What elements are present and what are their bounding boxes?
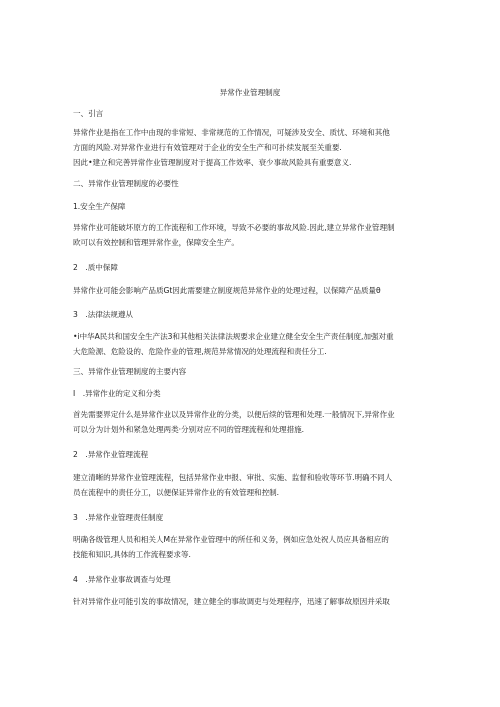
paragraph-line: 大危险源、危险设的、危险作业的管理,规范异常情况的处理流程和责任分工. (73, 347, 327, 356)
paragraph-line: •i中华A民共和国安全生产法3和其他相关法律法规要求企业建立健全安全生产责任制度,加强对重 (73, 332, 394, 341)
paragraph-line: 异常作业可能会影响产品质Gt因此需要建立制度规范异常作业的处理过程，以保障产品质量θ (73, 286, 381, 295)
paragraph-line: 技能和知识,具体的工作流程要求等. (73, 550, 191, 559)
subheading-investigation: 4 .异常作业事故调查与处理 (73, 575, 171, 584)
subheading-responsibility: 3 .异常作业管理责任制度 (73, 513, 164, 522)
subheading-safety: 1.安全生产保障 (73, 202, 126, 211)
paragraph-line: 可以分为计划外和紧急处理两类·分别对应不同的管理流程和处理措施. (73, 425, 305, 434)
section-heading-necessity: 二、异常作业管理制度的必要性 (73, 179, 179, 188)
subheading-process: 2 .异常作业管理流程 (73, 450, 149, 459)
paragraph-line: 明确各级管理人员和相关人M在异常作业管理中的所任和义务，例如应急处祝人员应具备相应的 (73, 535, 389, 544)
section-heading-introduction: 一、引言 (73, 109, 104, 118)
section-heading-main-content: 三、异常作业管理制度的主要内容 (73, 367, 187, 376)
paragraph-line: 建立清晰的异常作业管理流程，包括异常作业申报、审批、实施、监督和验收等环节.明确不同人 (73, 473, 393, 482)
paragraph-line: 员在流程中的责任分工，以便保证异常作业的有效管理和控制. (73, 488, 280, 497)
document-title: 异常作业管理制度 (219, 88, 281, 97)
subheading-compliance: 3 .法律法规遵从 (73, 310, 133, 319)
subheading-definition: I .异常作业的定义和分类 (73, 389, 161, 398)
paragraph-line: 方面的风险.对异常作业进行有效管理对于企业的安全生产和可扑续发展至关重要. (73, 143, 342, 152)
paragraph-line: 首先需要界定什么是异常作业以及异常作业的分类，以便后续的管理和处理.一般情况下,异常作业 (73, 410, 395, 419)
subheading-quality: 2 .质中保障 (73, 263, 118, 272)
paragraph-line: 因此•建立和完善异常作业管理制度对于提高工作效率、衰少事故风险具有重要意义. (73, 158, 352, 167)
paragraph-line: 欧可以有效控制和管理异常作业，保障安全生产。 (73, 238, 239, 247)
paragraph-line: 异常作业可能破坏原方的工作流程和工作环境，导致不必要的事故风险.因此,建立异常作业管理制 (73, 223, 395, 232)
paragraph-line: 针对异常作业可能引发的事故情况，建立健全的事故调吏与处理程序，迅速了解事故原因并采取 (73, 597, 390, 606)
paragraph-line: 异常作业是指在工作中由现的非常短、非常规范的工作情况，可疑涉及安全、质忧、环境和其他 (73, 128, 390, 137)
